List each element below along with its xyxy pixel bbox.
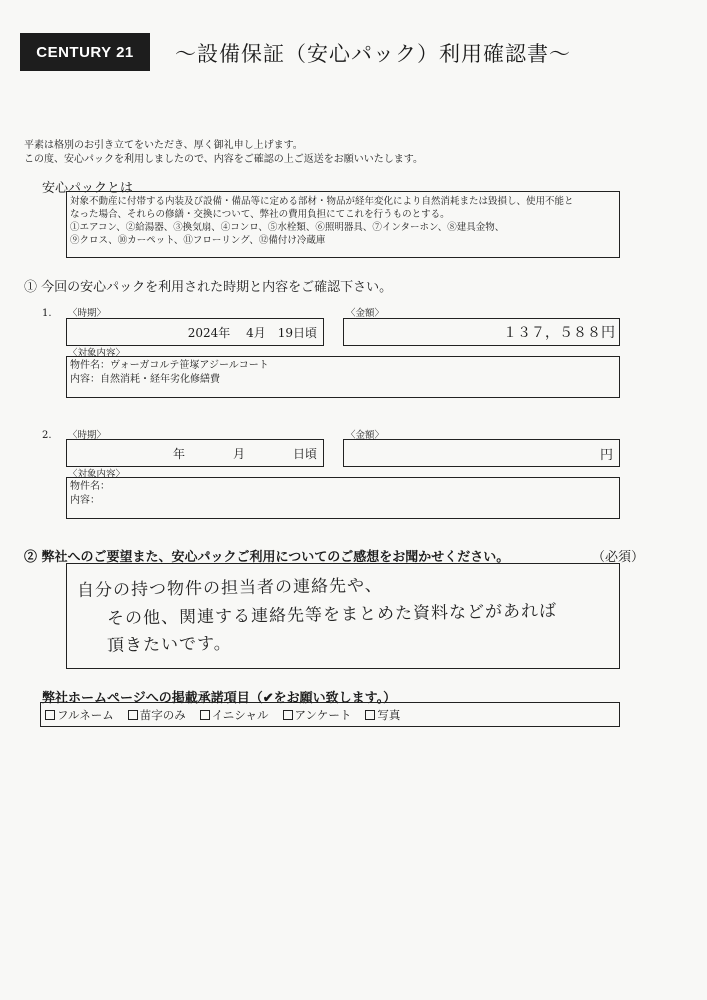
- entry1-property-line: 物件名：ヴォーガコルテ笹塚アジールコート: [70, 360, 269, 371]
- entry2-amount-field[interactable]: [343, 439, 620, 467]
- entry1-period-label: 〈時期〉: [68, 308, 107, 319]
- entry1-target-label: 〈対象内容〉: [68, 348, 126, 359]
- checkbox-icon[interactable]: [283, 710, 293, 720]
- option-fullname[interactable]: [45, 707, 114, 723]
- checkbox-icon[interactable]: [45, 710, 55, 720]
- entry1-period-value: 2024年 4月 19日頃: [187, 325, 317, 340]
- entry2-target-label: 〈対象内容〉: [68, 469, 126, 480]
- entry2-property-line: 物件名：: [70, 481, 110, 492]
- entry1-amount-value: １３７，５８８円: [503, 325, 615, 341]
- entry1-number: 1.: [42, 308, 52, 319]
- anshin-line-1: 対象不動産に付帯する内装及び設備・備品等に定める部材・物品が経年変化により自然消耗または毀損し、使用不能と: [70, 196, 574, 207]
- entry2-period-field[interactable]: [66, 439, 324, 467]
- consent-options-row: [40, 702, 620, 727]
- checkbox-icon[interactable]: [200, 710, 210, 720]
- required-mark: （必須）: [592, 550, 645, 565]
- anshin-heading: 安心パックとは: [42, 181, 134, 196]
- entry2-period-value: 年 月 日頃: [172, 446, 317, 461]
- checkbox-icon[interactable]: [128, 710, 138, 720]
- century21-logo: [20, 33, 150, 71]
- feedback-box[interactable]: [66, 563, 620, 669]
- anshin-line-3: ①エアコン、②給湯器、③換気扇、④コンロ、⑤水栓類、⑥照明器具、⑦インターホン、⑧建具金物、: [70, 222, 505, 233]
- handwriting-line-3: 頂きたいです。: [106, 633, 232, 656]
- section2-heading: ② 弊社へのご要望また、安心パックご利用についてのご感想をお聞かせください。: [24, 550, 510, 565]
- entry1-amount-label: 〈金額〉: [346, 308, 385, 319]
- checkbox-icon[interactable]: [365, 710, 375, 720]
- page-title: ～設備保証（安心パック）利用確認書～: [175, 42, 571, 66]
- entry1-content-line: 内容：自然消耗・経年劣化修繕費: [70, 374, 220, 385]
- option-label: アンケート: [294, 707, 352, 722]
- handwriting-line-2: その他、関連する連絡先等をまとめた資料などがあれば: [106, 601, 558, 629]
- option-initial[interactable]: [200, 707, 269, 723]
- option-label: イニシャル: [211, 707, 269, 722]
- section1-heading: ① 今回の安心パックを利用された時期と内容をご確認下さい。: [24, 280, 393, 295]
- option-label: フルネーム: [57, 707, 114, 722]
- anshin-line-4: ⑨クロス、⑩カーペット、⑪フローリング、⑫備付け冷蔵庫: [70, 235, 326, 246]
- anshin-definition-box: [66, 191, 620, 258]
- anshin-line-2: なった場合、それらの修繕・交換について、弊社の費用負担にてこれを行うものとする。: [70, 209, 450, 220]
- entry2-amount-label: 〈金額〉: [346, 430, 385, 441]
- entry1-target-field[interactable]: [66, 356, 620, 398]
- option-photo[interactable]: [365, 707, 400, 723]
- entry2-number: 2.: [42, 430, 52, 441]
- handwriting-line-1: 自分の持つ物件の担当者の連絡先や、: [76, 575, 383, 601]
- logo-text: CENTURY 21: [36, 43, 134, 61]
- option-label: 写真: [377, 707, 401, 722]
- option-survey[interactable]: [283, 707, 352, 723]
- entry2-target-field[interactable]: [66, 477, 620, 519]
- intro-line-2: この度、安心パックを利用しましたので、内容をご確認の上ご返送をお願いいたします。: [24, 154, 423, 165]
- consent-heading: 弊社ホームページへの掲載承諾項目（✔をお願い致します。）: [42, 691, 397, 706]
- entry2-amount-value: 円: [599, 447, 613, 463]
- entry1-amount-field[interactable]: [343, 318, 620, 346]
- entry1-period-field[interactable]: [66, 318, 324, 346]
- intro-line-1: 平素は格別のお引き立てをいただき、厚く御礼申し上げます。: [24, 140, 303, 151]
- entry2-content-line: 内容：: [70, 495, 100, 506]
- option-label: 苗字のみ: [139, 707, 186, 722]
- entry2-period-label: 〈時期〉: [68, 430, 107, 441]
- option-surname[interactable]: [128, 707, 186, 723]
